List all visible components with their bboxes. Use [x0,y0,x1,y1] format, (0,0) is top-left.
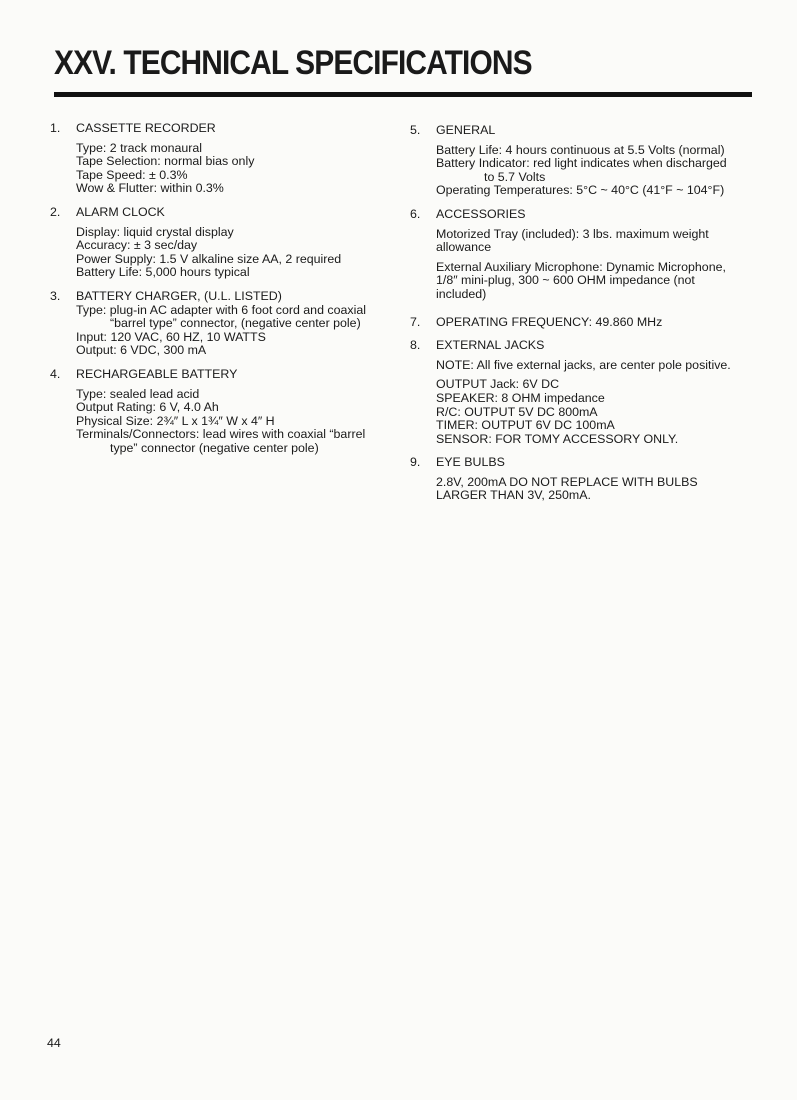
spec-line: Type: plug-in AC adapter with 6 foot cord and coaxial [76,302,366,317]
spec-line: allowance [436,240,492,255]
spec-line: Wow & Flutter: within 0.3% [76,181,224,196]
spec-line: to 5.7 Volts [484,169,546,184]
spec-line: Input: 120 VAC, 60 HZ, 10 WATTS [76,329,266,344]
spec-line: Terminals/Connectors: lead wires with coaxial “barrel [76,427,366,442]
left-column [50,122,400,465]
spec-section-external-jacks [410,339,760,446]
spec-line: Type: 2 track monaural [76,140,203,155]
spec-section-general [410,124,760,198]
section-heading: RECHARGEABLE BATTERY [76,366,238,381]
spec-line: Accuracy: ± 3 sec/day [76,238,198,253]
spec-line: Tape Selection: normal bias only [76,154,255,169]
title-rule [54,92,752,97]
spec-line: included) [436,286,487,301]
section-heading: EYE BULBS [436,455,505,470]
spec-line: Tape Speed: ± 0.3% [76,167,188,182]
section-number: 3. [50,288,61,303]
page-title: XXV. TECHNICAL SPECIFICATIONS [54,44,532,82]
section-number: 5. [410,123,421,137]
spec-line: Display: liquid crystal display [76,224,234,239]
spec-line: Motorized Tray (included): 3 lbs. maximum weight [436,226,709,241]
spec-line: Output Rating: 6 V, 4.0 Ah [76,400,219,415]
spec-line: Operating Temperatures: 5°C ~ 40°C (41°F ~ 104°F) [436,183,725,198]
accessory-microphone [436,261,760,302]
section-heading: BATTERY CHARGER, (U.L. LISTED) [76,288,282,303]
spec-line: Battery Life: 4 hours continuous at 5.5 Volts (normal) [436,142,725,157]
jacks-note: NOTE: All five external jacks, are center pole positive. [436,357,731,372]
spec-line: “barrel type” connector, (negative center pole) [110,316,361,331]
spec-line: SENSOR: FOR TOMY ACCESSORY ONLY. [436,431,679,446]
page-number: 44 [47,1036,61,1050]
spec-line: Power Supply: 1.5 V alkaline size AA, 2 required [76,251,342,266]
spec-section-rechargeable-battery [50,368,400,456]
section-number: 4. [50,366,61,381]
spec-line: TIMER: OUTPUT 6V DC 100mA [436,418,615,433]
spec-line: LARGER THAN 3V, 250mA. [436,488,591,503]
spec-section-accessories [410,208,760,302]
section-heading: ALARM CLOCK [76,204,165,219]
section-heading: EXTERNAL JACKS [436,338,545,353]
spec-section-operating-frequency [410,316,760,330]
section-number: 6. [410,206,421,221]
spec-line: Battery Indicator: red light indicates when discharged [436,156,727,171]
section-number: 7. [410,314,421,329]
spec-line: 2.8V, 200mA DO NOT REPLACE WITH BULBS [436,474,698,489]
spec-line: Type: sealed lead acid [76,386,200,401]
section-heading: CASSETTE RECORDER [76,121,216,135]
section-heading: GENERAL [436,123,496,137]
section-heading: ACCESSORIES [436,206,526,221]
section-number: 1. [50,121,61,135]
spec-line: 1/8″ mini-plug, 300 ~ 600 OHM impedance (not [436,273,695,288]
spec-line: R/C: OUTPUT 5V DC 800mA [436,404,598,419]
spec-line: type” connector (negative center pole) [110,440,319,455]
spec-section-eye-bulbs [410,456,760,503]
accessory-motorized-tray [436,228,760,255]
right-column [410,124,760,513]
spec-section-cassette-recorder [50,122,400,196]
spec-line: OUTPUT Jack: 6V DC [436,377,560,392]
spec-section-alarm-clock [50,206,400,280]
section-number: 2. [50,204,61,219]
spec-section-battery-charger [50,290,400,358]
spec-line: External Auxiliary Microphone: Dynamic Microphone, [436,259,726,274]
spec-line: SPEAKER: 8 OHM impedance [436,390,605,405]
section-number: 9. [410,455,421,470]
spec-line: Physical Size: 2¾″ L x 1¾″ W x 4″ H [76,413,275,428]
section-heading: OPERATING FREQUENCY: 49.860 MHz [436,314,663,329]
spec-line: Battery Life: 5,000 hours typical [76,265,250,280]
spec-line: Output: 6 VDC, 300 mA [76,343,207,358]
section-number: 8. [410,338,421,353]
